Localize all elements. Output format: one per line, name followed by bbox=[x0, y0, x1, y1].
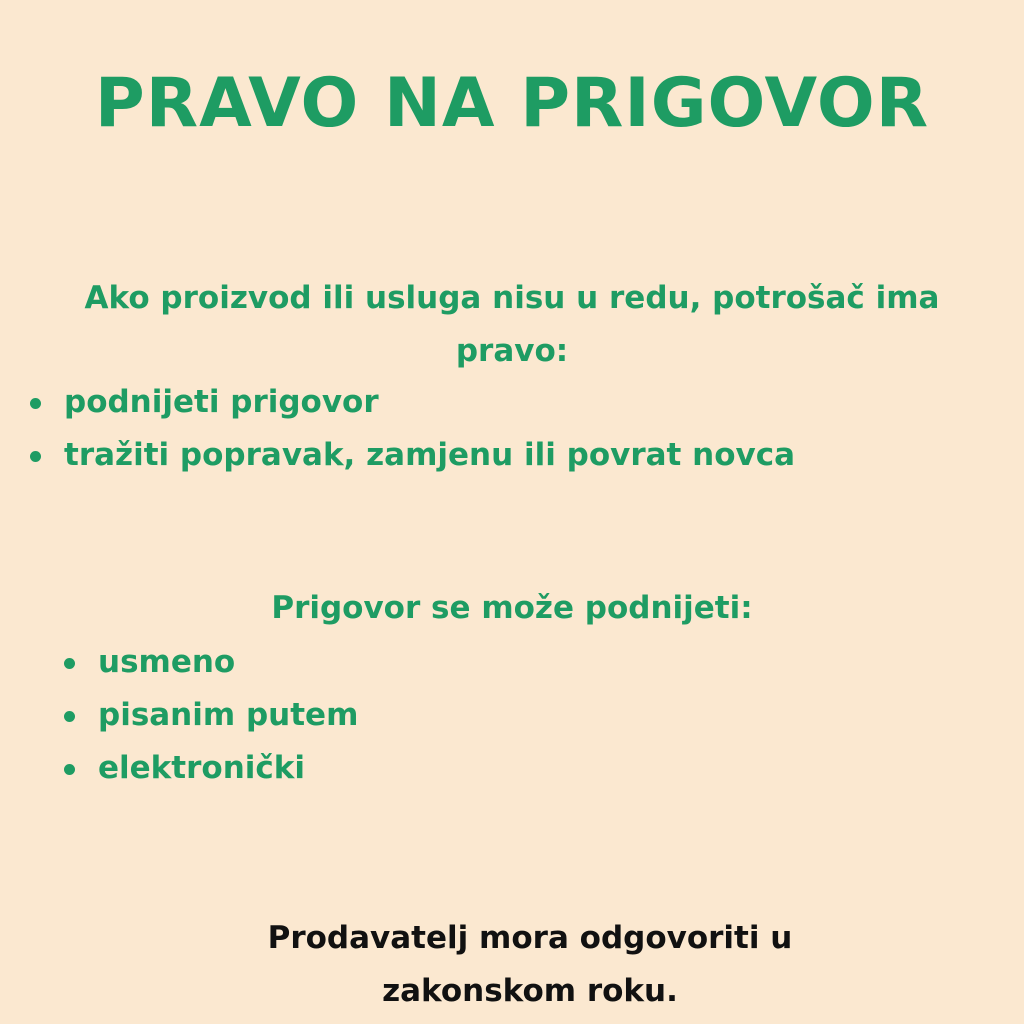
list-item bbox=[30, 429, 795, 482]
list-item-label: pisanim putem bbox=[98, 697, 359, 733]
list-item-label: usmeno bbox=[98, 644, 236, 680]
list-item bbox=[64, 742, 358, 795]
rights-list bbox=[30, 376, 795, 482]
methods-heading: Prigovor se može podnijeti: bbox=[271, 590, 753, 626]
bullet-icon bbox=[64, 764, 75, 775]
list-item-label: tražiti popravak, zamjenu ili povrat novca bbox=[64, 437, 796, 473]
bullet-icon bbox=[30, 398, 41, 409]
bullet-icon bbox=[30, 451, 41, 462]
bullet-icon bbox=[64, 711, 75, 722]
methods-list bbox=[64, 636, 358, 795]
intro-text: Ako proizvod ili usluga nisu u redu, potrošač ima pravo: bbox=[84, 280, 940, 369]
page-title: PRAVO NA PRIGOVOR bbox=[94, 64, 930, 143]
list-item-label: elektronički bbox=[98, 750, 306, 786]
bullet-icon bbox=[64, 658, 75, 669]
footer-note: Prodavatelj mora odgovoriti u zakonskom roku. bbox=[267, 920, 793, 1009]
list-item bbox=[64, 689, 358, 742]
list-item bbox=[30, 376, 795, 429]
list-item bbox=[64, 636, 358, 689]
list-item-label: podnijeti prigovor bbox=[64, 384, 379, 420]
